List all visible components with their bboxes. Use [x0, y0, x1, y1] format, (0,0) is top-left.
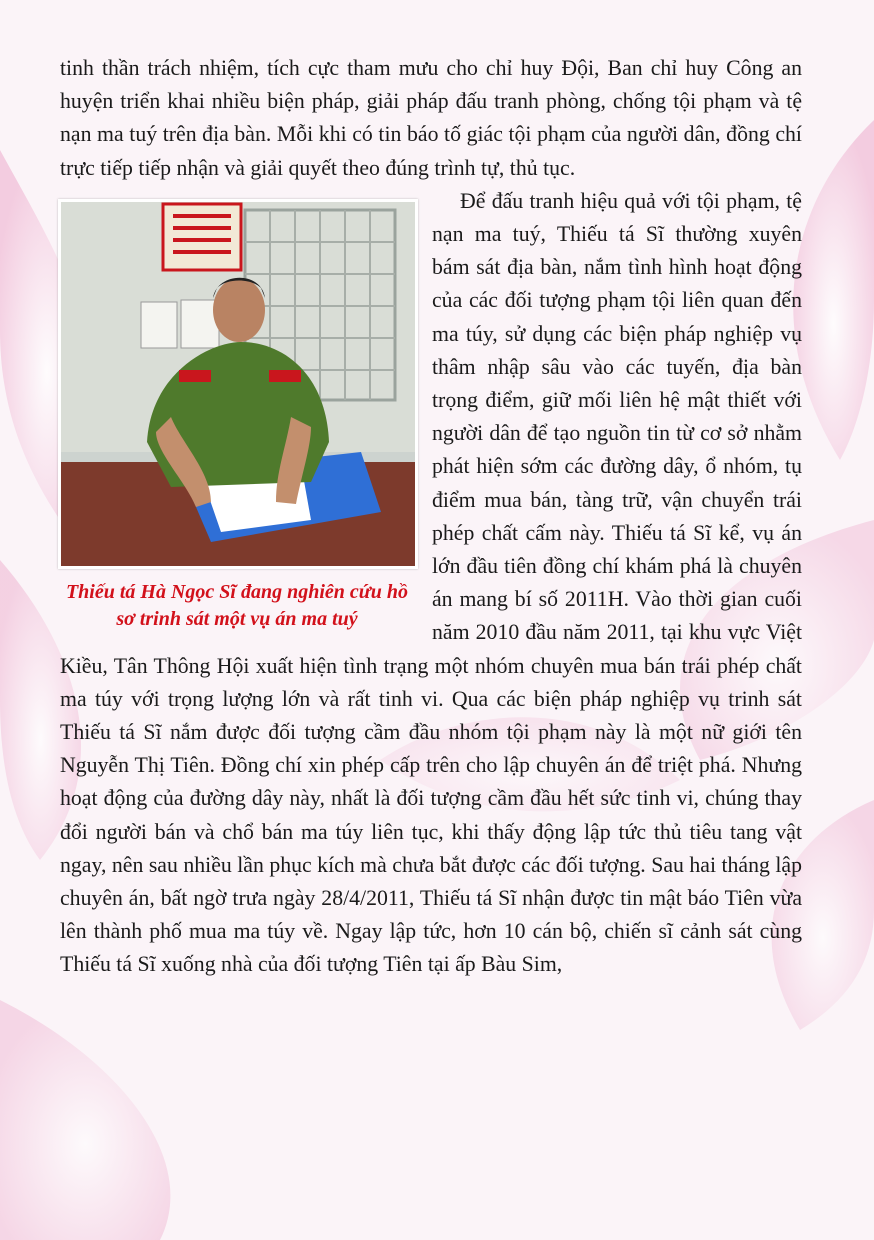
petal-right-top: [793, 120, 874, 460]
paragraph-2: Để đấu tranh hiệu quả với tội phạm, tệ nạn ma tuý, Thiếu tá Sĩ thường xuyên bám sát địa bàn, nắm tình hình hoạt động của các đối tượng phạm tội liên quan đến ma túy, sử dụng các biện pháp nghiệp vụ thâm nhập sâu vào các tuyến, địa bàn trọng điểm, giữ mối liên hệ mật thiết với người dân để tạo nguồn tin từ cơ sở nhằm phát hiện sớm các đường dây, ổ nhóm, tụ điểm mua bán, tàng trữ, vận chuyển trái phép chất cấm này. Thiếu tá Sĩ kể, vụ án lớn đầu tiên đồng chí khám phá là chuyên án mang bí số 2011H. Vào thời gian cuối năm 2010 đầu năm 2011, tại khu vực Việt Kiều, Tân Thông Hội xuất hiện tình trạng một nhóm chuyên mua bán trái phép chất ma túy với trọng lượng lớn và rất tinh vi. Qua các biện pháp nghiệp vụ trinh sát Thiếu tá Sĩ nắm được đối tượng cầm đầu nhóm tội phạm này là một nữ giới tên Nguyễn Thị Tiên. Đồng chí xin phép cấp trên cho lập chuyên án để triệt phá. Nhưng hoạt động của đường dây này, nhất là đối tượng cầm đầu hết sức tinh vi, chúng thay đổi người bán và chổ bán ma túy liên tục, khi thấy động lập tức thủ tiêu tang vật ngay, nên sau nhiều lần phục kích mà chưa bắt được các đối tượng. Sau hai tháng lập chuyên án, bất ngờ trưa ngày 28/4/2011, Thiếu tá Sĩ nhận được tin mật báo Tiên vừa lên thành phố mua ma túy về. Ngay lập tức, hơn 10 cán bộ, chiến sĩ cảnh sát cùng Thiếu tá Sĩ xuống nhà của đối tượng Tiên tại ấp Bàu Sim,: [60, 188, 802, 977]
officer-photo: [58, 199, 418, 569]
article-body: [60, 52, 802, 982]
photo-figure: [58, 199, 420, 633]
photo-caption: Thiếu tá Hà Ngọc Sĩ đang nghiên cứu hồ sơ trinh sát một vụ án ma tuý: [65, 580, 409, 630]
petal-bottom-left: [0, 1000, 170, 1240]
paragraph-1: tinh thần trách nhiệm, tích cực tham mưu cho chỉ huy Đội, Ban chỉ huy Công an huyện triển khai nhiều biện pháp, giải pháp đấu tranh phòng, chống tội phạm và tệ nạn ma tuý trên địa bàn. Mỗi khi có tin báo tố giác tội phạm của người dân, đồng chí trực tiếp tiếp nhận và giải quyết theo đúng trình tự, thủ tục.: [60, 56, 802, 180]
